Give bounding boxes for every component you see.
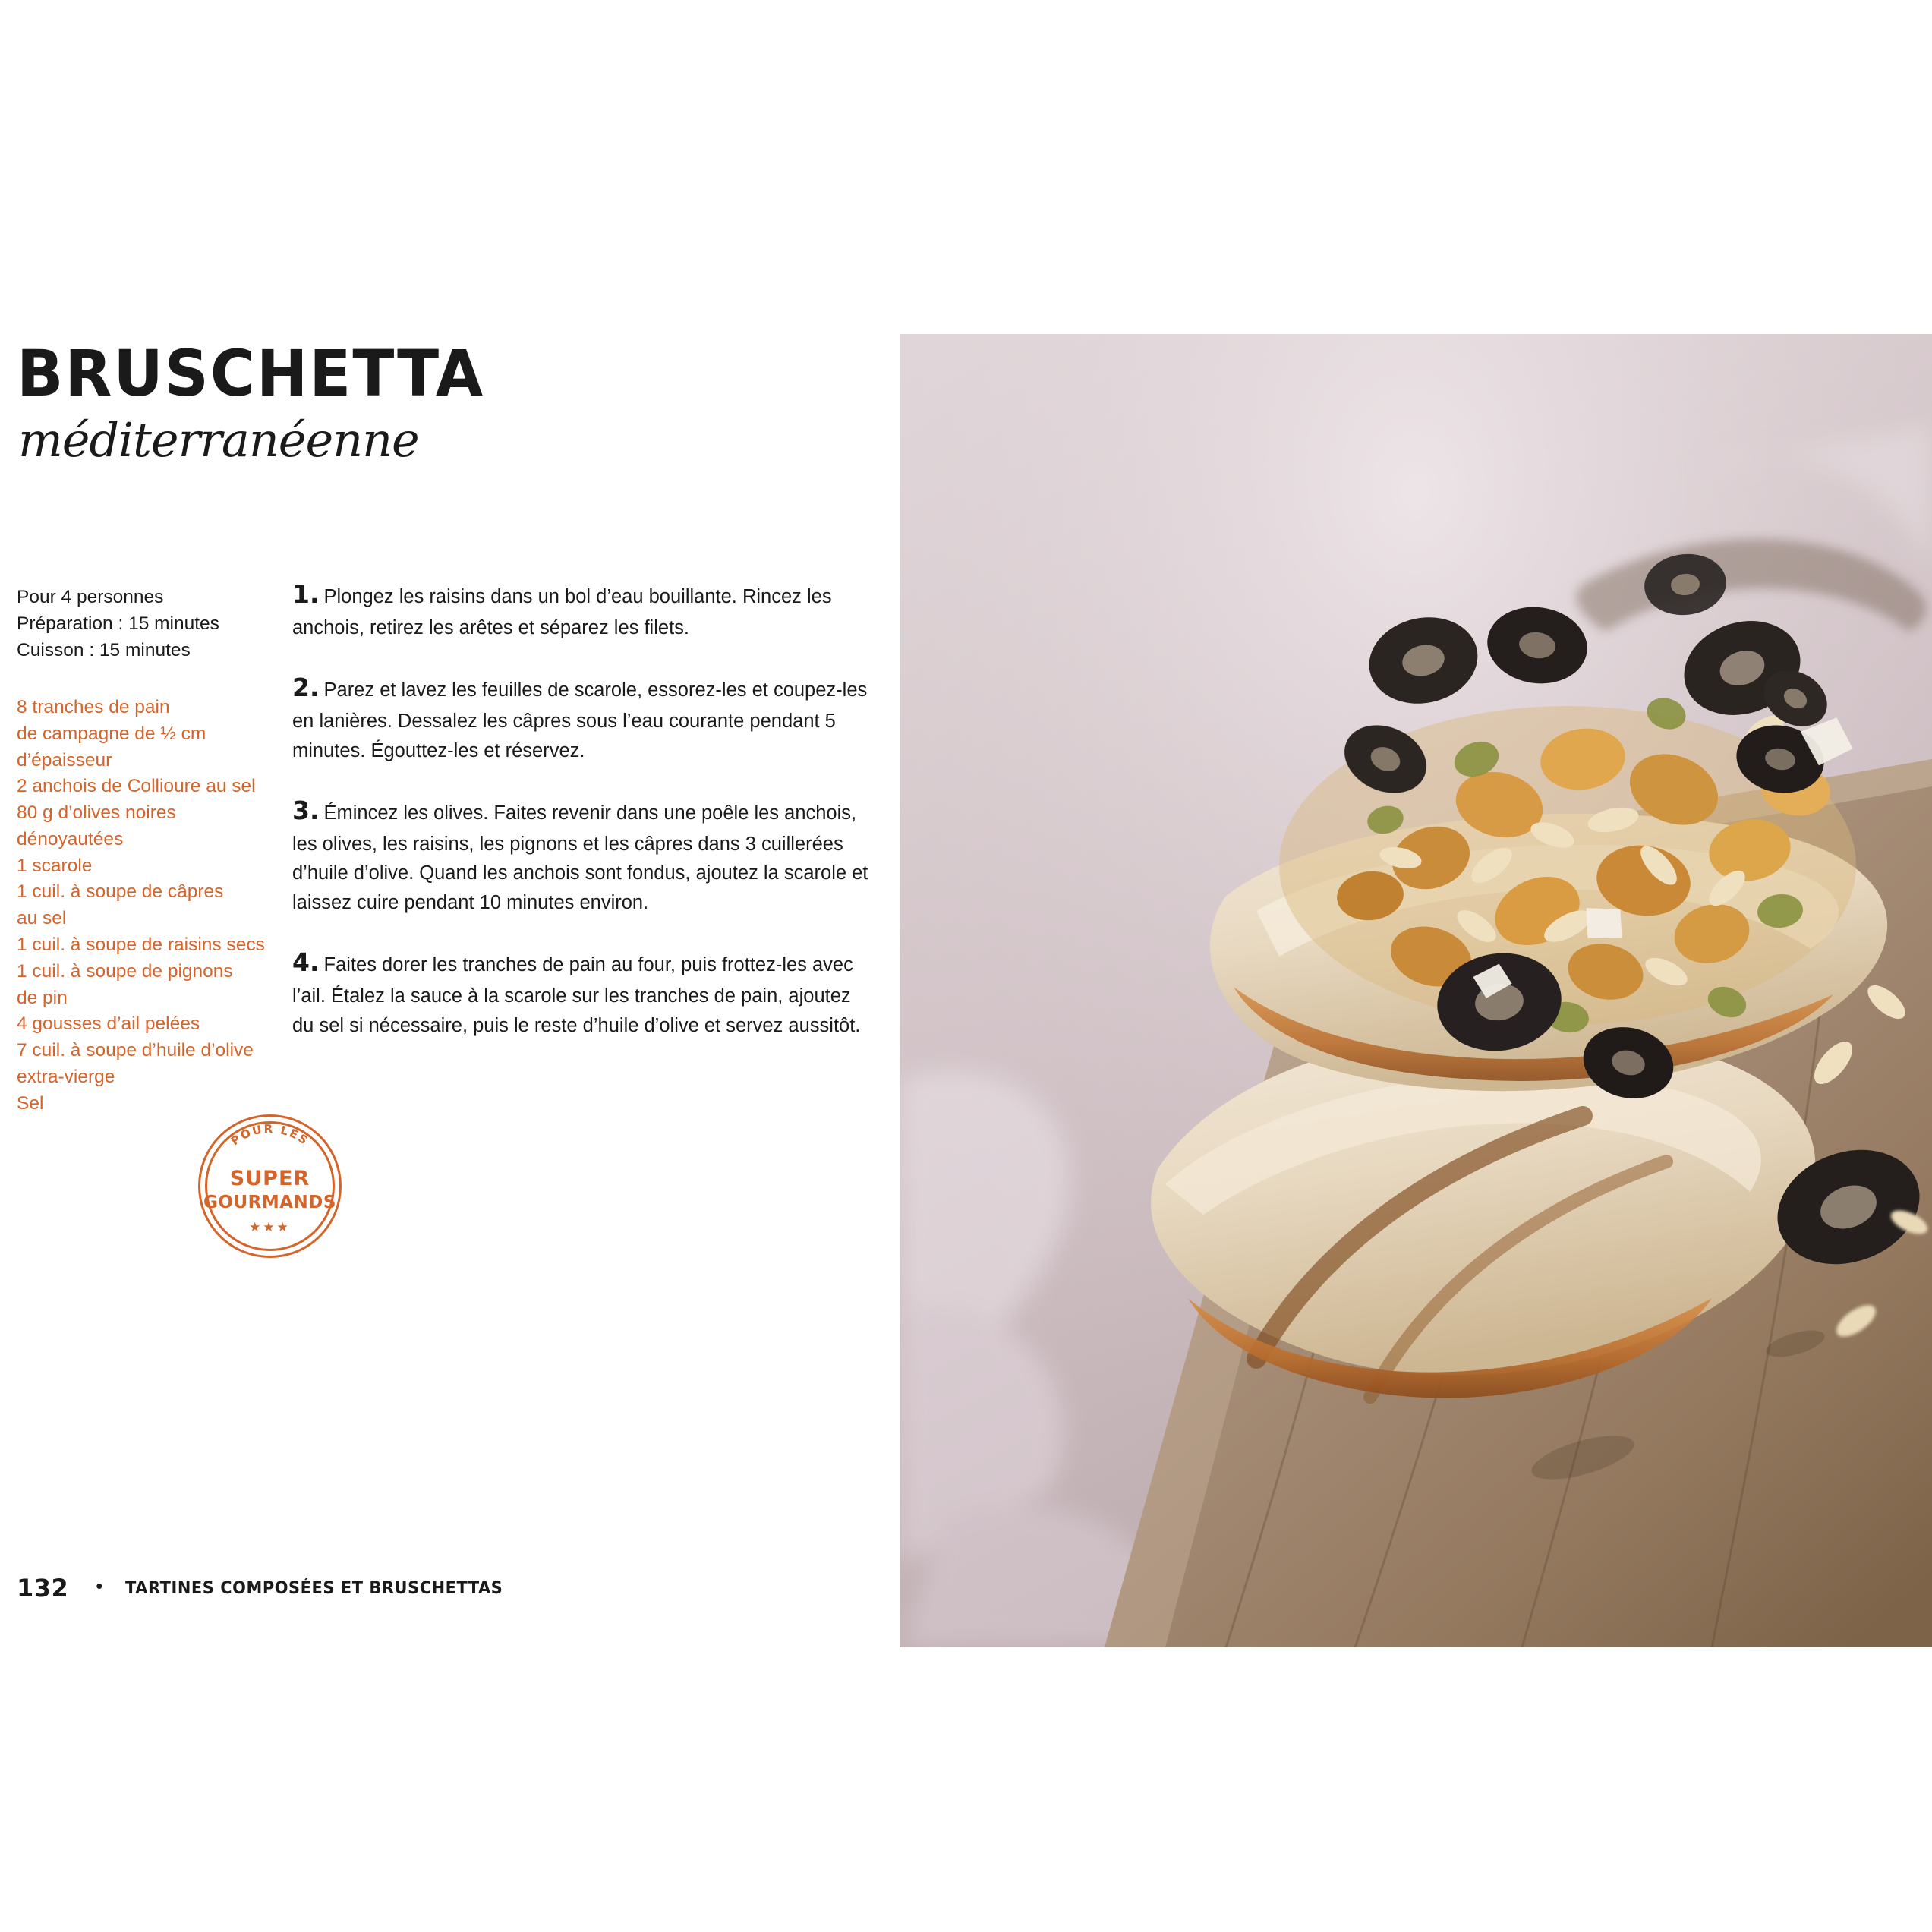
list-item: extra-vierge [17, 1066, 115, 1087]
footer-page-number: 132 [17, 1574, 69, 1603]
step-number: 3. [292, 795, 320, 825]
recipe-photo [900, 334, 1932, 1647]
list-item: dénoyautées [17, 828, 124, 849]
recipe-steps [292, 575, 869, 1067]
meta-servings: Pour 4 personnes [17, 587, 164, 607]
recipe-step [292, 669, 869, 766]
list-item: 2 anchois de Collioure au sel [17, 776, 256, 797]
step-number: 1. [292, 579, 320, 609]
svg-text:GOURMANDS: GOURMANDS [203, 1193, 336, 1212]
svg-text:POUR LES: POUR LES [228, 1121, 312, 1149]
list-item: 80 g d’olives noires [17, 802, 176, 824]
recipe-step [292, 792, 869, 918]
list-item: Sel [17, 1092, 44, 1114]
list-item: 1 scarole [17, 855, 93, 876]
list-item: 4 gousses d’ail pelées [17, 1013, 200, 1035]
list-item: de pin [17, 987, 68, 1008]
step-number: 2. [292, 672, 320, 702]
recipe-step [292, 575, 869, 643]
step-text: Émincez les olives. Faites revenir dans une poêle les anchois, les olives, les raisins, les pignons et les câpres dans 3 cuillerées d’huile d’olive. Quand les anchois sont fondus, ajoutez la scarole et laissez cuire pendant 10 minutes environ. [292, 802, 868, 914]
svg-text:SUPER: SUPER [229, 1167, 310, 1190]
step-number: 4. [292, 947, 320, 977]
list-item: au sel [17, 908, 67, 929]
list-item: 7 cuil. à soupe d’huile d’olive [17, 1040, 254, 1061]
page-title [17, 336, 852, 468]
step-text: Parez et lavez les feuilles de scarole, essorez-les et coupez-les en lanières. Dessalez les câpres sous l’eau courante pendant 5 minutes. Égouttez-les et réservez. [292, 679, 868, 761]
list-item: 8 tranches de pain [17, 697, 170, 717]
recipe-meta [17, 585, 267, 663]
ingredients-list [17, 695, 267, 1117]
page-footer [17, 1574, 523, 1603]
meta-cook-time: Cuisson : 15 minutes [17, 639, 191, 660]
svg-text:★★★: ★★★ [249, 1220, 291, 1235]
recipe-title-main: BRUSCHETTA [17, 336, 485, 411]
step-text: Faites dorer les tranches de pain au four, puis frottez-les avec l’ail. Étalez la sauce à la scarole sur les tranches de pain, ajoutez du sel si nécessaire, puis le reste d’huile d’olive et servez aussitôt. [292, 953, 861, 1036]
step-text: Plongez les raisins dans un bol d’eau bouillante. Rincez les anchois, retirez les arêtes et séparez les filets. [292, 586, 832, 639]
list-item: 1 cuil. à soupe de raisins secs [17, 934, 265, 956]
list-item: de campagne de ½ cm [17, 723, 206, 744]
status-badge [188, 1105, 351, 1268]
list-item: 1 cuil. à soupe de câpres [17, 881, 224, 903]
recipe-title-subtitle: méditerranéenne [18, 412, 419, 468]
list-item: d’épaisseur [17, 749, 112, 771]
footer-section-title: TARTINES COMPOSÉES ET BRUSCHETTAS [125, 1578, 503, 1598]
list-item: 1 cuil. à soupe de pignons [17, 960, 233, 982]
meta-prep-time: Préparation : 15 minutes [17, 613, 219, 634]
recipe-step [292, 944, 869, 1041]
footer-separator: • [96, 1574, 103, 1597]
